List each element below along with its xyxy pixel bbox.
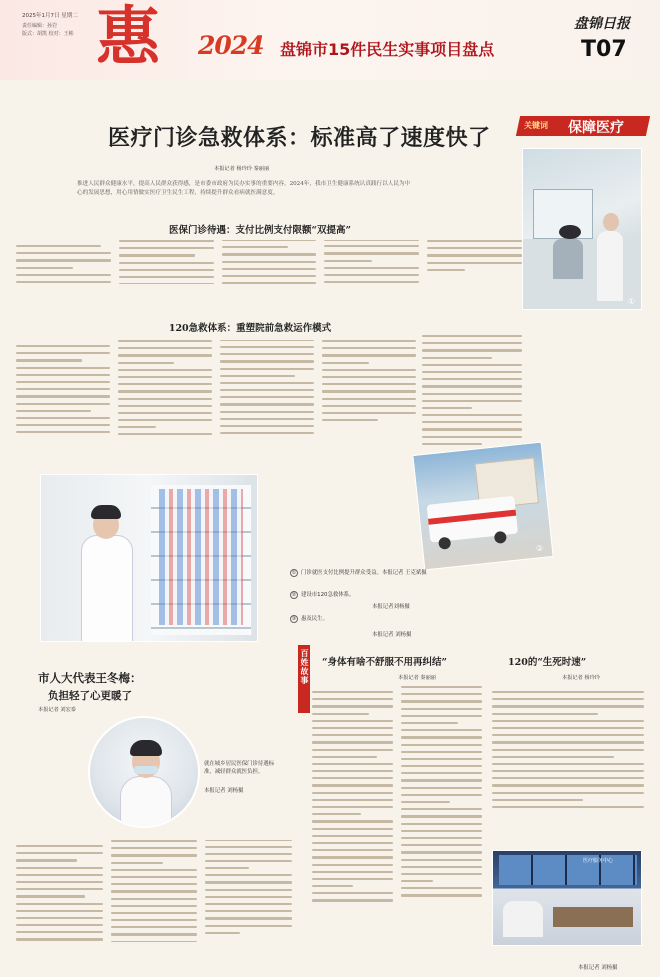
right-story-title: 120的“生死时速” [508,657,587,668]
keyword-label: 关键词 [524,121,548,130]
main-byline: 本报记者 杨玲玲 秦丽丽 [214,166,270,172]
page-number: T07 [581,37,627,62]
caption-3-number: ③ [291,616,297,622]
caption-1 [290,568,427,577]
caption-1-number: ① [291,570,297,576]
mid-story-byline: 本报记者 秦丽丽 [398,675,436,681]
caption-3-credit: 本报记者 刘杨摄 [372,632,412,638]
portrait-credit: 本报记者 刘杨摄 [204,788,244,794]
photo-command-center [492,850,642,946]
section2-title: 120急救体系：重塑院前急救运作模式 [168,323,332,334]
caption-1-text: 门诊就医支付比例提升群众受益。本报记者 王克斌摄 [301,570,427,576]
left-story-subtitle: 负担轻了心更暖了 [48,690,132,702]
newspaper-name: 盘锦日报 [574,16,630,32]
caption-3 [290,614,328,623]
mid-story-text [312,686,482,970]
portrait-caption: 就在城乡居民医保门诊待遇标准，减轻群众就医负担。 [204,761,275,775]
series-title: 盘锦市15件民生实事项目盘点 [280,40,495,59]
main-title: 医疗门诊急救体系：标准高了速度快了 [108,125,491,151]
photo-label-2: ② [536,544,544,553]
bottom-credit: 本报记者 刘杨摄 [578,965,618,971]
mid-story-title: “身体有啥不舒服不用再纠结” [322,657,447,668]
photo-label-3: ③ [246,628,254,637]
photo-ambulance [412,442,553,571]
caption-2-credit: 本报记者刘杨摄 [372,604,410,610]
left-story-byline: 本报记者 刘宏泰 [38,707,76,713]
left-story-text [16,840,292,970]
caption-2-text: 建设市120急救体系。 [301,592,355,598]
right-story-byline: 本报记者 杨玲玲 [562,675,600,681]
masthead-big-character: 惠 [96,0,160,75]
section2-text [16,340,416,468]
masthead-design: 版式：胡凯 校对：王彬 [22,31,74,37]
caption-2 [290,590,354,599]
screen-label: 医疗服务中心 [583,858,614,864]
section1-text [16,240,522,300]
caption-3-text: 惠及民生。 [301,616,328,622]
caption-2-number: ② [291,592,297,598]
photo-label-1: ① [628,297,636,306]
right-story-text [492,686,644,846]
portrait-photo [88,716,200,828]
photo-pharmacy-window [522,148,642,310]
intro-text: 推进人民群众健康水平，提高人民群众获得感，是市委市政府为民办实事的重要内容。2024年，我市卫生健康系统认真践行以人民为中心的发展思想，用心用情做实医疗卫生民生工程，持续提升群众看病就医满意度。 [77,181,411,196]
section1-title: 医保门诊待遇：支付比例支付限额“双提高” [169,225,351,236]
left-story-title: 市人大代表王冬梅： [38,671,142,685]
side-tag-text: 百姓故事 [300,649,309,685]
masthead-date: 2025年1月7日 星期二 [22,13,78,19]
masthead-editor: 责任编辑：孙岩 [22,23,58,29]
keyword-text: 保障医疗 [568,120,624,136]
year-logo: 2024 [198,31,264,60]
photo-pharmacy-shelves [40,474,258,642]
